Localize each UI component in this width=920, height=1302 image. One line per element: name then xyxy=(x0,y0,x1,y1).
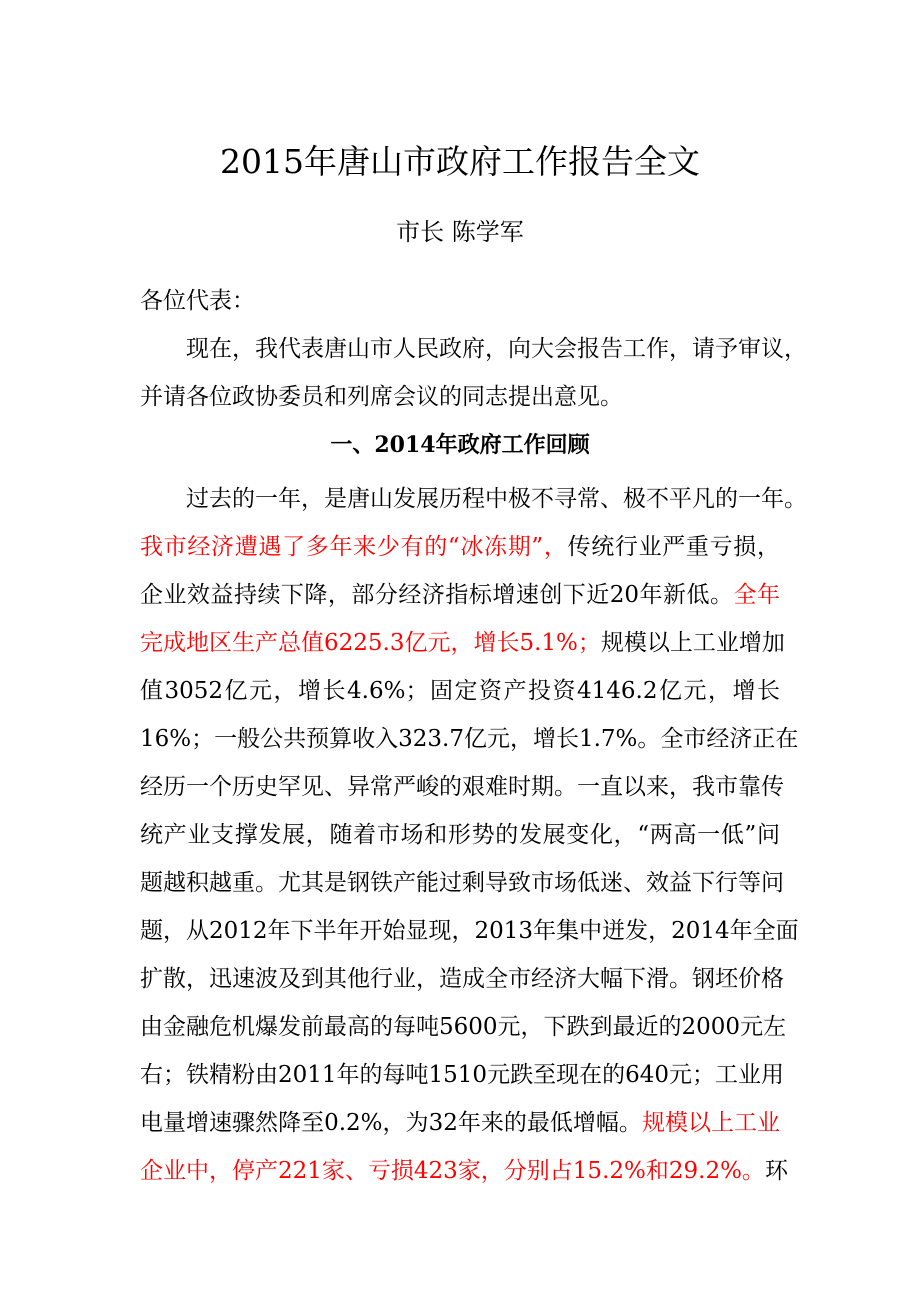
highlight-text: 企业中，停产221家、亏损423家，分别占15.2%和29.2%。 xyxy=(140,1158,765,1184)
body-line-1: 过去的一年，是唐山发展历程中极不寻常、极不平凡的一年。 xyxy=(186,486,807,512)
author-line: 市长 陈学军 xyxy=(396,218,524,246)
body-line-7: 经历一个历史罕见、异常严峻的艰难时期。一直以来，我市靠传 xyxy=(140,774,784,800)
body-line-5: 值3052亿元，增长4.6%；固定资产投资4146.2亿元，增长 xyxy=(140,678,780,704)
body-text: 电量增速骤然降至0.2%，为32年来的最低增幅。 xyxy=(140,1110,642,1136)
body-text: 企业效益持续下降，部分经济指标增速创下近20年新低。 xyxy=(140,582,734,608)
body-line-11: 扩散，迅速波及到其他行业，造成全市经济大幅下滑。钢坯价格 xyxy=(140,966,784,992)
body-line-14 xyxy=(140,1103,780,1143)
body-line-13: 右；铁精粉由2011年的每吨1510元跌至现在的640元；工业用 xyxy=(140,1062,784,1088)
intro-line-1: 现在，我代表唐山市人民政府，向大会报告工作，请予审议， xyxy=(186,336,807,362)
body-line-9: 题越积越重。尤其是钢铁产能过剩导致市场低迷、效益下行等问 xyxy=(140,870,784,896)
highlight-text: 完成地区生产总值6225.3亿元，增长5.1%； xyxy=(140,630,601,656)
highlight-text: 规模以上工业 xyxy=(641,1110,780,1136)
body-line-3 xyxy=(140,575,780,615)
body-line-15 xyxy=(140,1151,788,1191)
body-text: 环 xyxy=(764,1158,788,1184)
body-text: 规模以上工业增加 xyxy=(600,630,785,656)
page-title: 2015年唐山市政府工作报告全文 xyxy=(220,142,700,181)
body-line-8: 统产业支撑发展，随着市场和形势的发展变化，“两高一低”问 xyxy=(140,822,780,848)
salutation: 各位代表： xyxy=(140,288,255,314)
highlight-text: 全年 xyxy=(733,582,780,608)
body-line-12: 由金融危机爆发前最高的每吨5600元，下跌到最近的2000元左 xyxy=(140,1014,787,1040)
body-line-6: 16%；一般公共预算收入323.7亿元，增长1.7%。全市经济正在 xyxy=(140,726,799,752)
body-line-4 xyxy=(140,623,785,663)
body-line-2 xyxy=(140,527,780,567)
intro-line-2: 并请各位政协委员和列席会议的同志提出意见。 xyxy=(140,384,623,410)
body-text: 传统行业严重亏损， xyxy=(567,534,780,560)
section-heading: 一、2014年政府工作回顾 xyxy=(330,432,590,458)
highlight-text: 我市经济遭遇了多年来少有的“冰冻期”， xyxy=(140,534,568,560)
body-line-10: 题，从2012年下半年开始显现，2013年集中迸发，2014年全面 xyxy=(140,918,799,944)
